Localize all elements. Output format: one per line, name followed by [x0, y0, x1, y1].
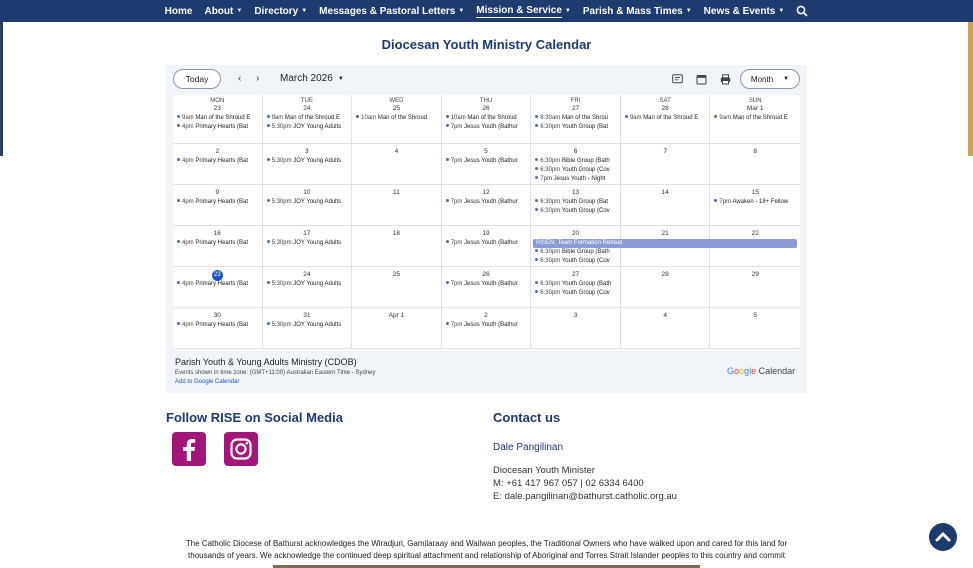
- day-number: 12: [482, 189, 490, 196]
- day-number: Apr 1: [388, 312, 405, 319]
- event-dot-icon: [535, 249, 538, 252]
- event-dot-icon: [446, 281, 449, 284]
- event-time: 5:30pm: [271, 199, 292, 205]
- event-time: 7pm: [450, 322, 463, 328]
- day-number: 17: [303, 230, 311, 237]
- day-number: 24: [303, 105, 311, 112]
- nav-item-parish[interactable]: [583, 6, 692, 17]
- calendar-day-cell[interactable]: [621, 95, 711, 144]
- calendar-event[interactable]: [442, 321, 531, 330]
- event-title: Youth Group (Cov: [561, 258, 610, 264]
- event-title: Man of the Shroud E: [643, 115, 699, 121]
- weekday-header: FRI: [570, 98, 581, 104]
- event-time: 7pm: [450, 158, 463, 164]
- day-number: 18: [392, 230, 401, 237]
- event-title: Youth Group (Cov: [561, 290, 610, 296]
- view-mode-dropdown[interactable]: [740, 69, 800, 89]
- event-dot-icon: [714, 199, 717, 202]
- calendar-day-cell[interactable]: [710, 144, 800, 185]
- event-title: Jesus Youth (Bathur: [464, 322, 518, 328]
- event-dot-icon: [535, 281, 538, 284]
- print-icon[interactable]: [720, 74, 731, 85]
- day-number: 7: [663, 148, 667, 155]
- calendar-day-cell[interactable]: [621, 267, 711, 308]
- calendar-event[interactable]: [531, 280, 620, 289]
- calendar-day-cell[interactable]: [710, 267, 800, 308]
- calendar-day-cell[interactable]: [263, 226, 353, 267]
- calendar-day-cell[interactable]: [531, 267, 621, 308]
- calendar-owner-title: Parish Youth & Young Adults Ministry (CDOB): [175, 357, 357, 367]
- calendar-day-cell[interactable]: [710, 95, 800, 144]
- nav-item-news[interactable]: [704, 6, 785, 17]
- calendar-event[interactable]: [173, 114, 262, 123]
- today-button[interactable]: Today: [173, 69, 221, 89]
- calendar-event[interactable]: [442, 280, 531, 289]
- nav-label: Directory: [254, 5, 299, 17]
- event-time: 7pm: [719, 199, 732, 205]
- calendar-event[interactable]: [173, 321, 262, 330]
- nav-label: Messages & Pastoral Letters: [319, 5, 456, 17]
- event-title: Jesus Youth (Bathur: [464, 240, 518, 246]
- event-dot-icon: [535, 115, 538, 118]
- event-time: 9am: [271, 115, 284, 121]
- day-number: 5: [753, 312, 758, 319]
- calendar-day-cell[interactable]: [352, 185, 442, 226]
- caret-down-icon: ▼: [685, 8, 692, 14]
- calendar-event[interactable]: [621, 114, 710, 123]
- month-label: March 2026: [280, 73, 333, 84]
- day-number: 2: [484, 312, 488, 319]
- calendar-day-cell[interactable]: [531, 308, 621, 349]
- event-title: Primary Hearts (Bat: [195, 199, 249, 205]
- event-dot-icon: [267, 281, 270, 284]
- page-title: Diocesan Youth Ministry Calendar: [381, 37, 592, 52]
- event-dot-icon: [535, 199, 538, 202]
- event-dot-icon: [535, 167, 538, 170]
- event-time: 7pm: [450, 281, 463, 287]
- event-title: Youth Group (Cov: [561, 208, 610, 214]
- event-time: 6:30pm: [540, 258, 561, 264]
- event-dot-icon: [177, 322, 180, 325]
- event-dot-icon: [177, 199, 180, 202]
- caret-down-icon: ▼: [783, 76, 790, 82]
- weekday-header: TUE: [300, 98, 313, 104]
- calendar-event[interactable]: [442, 123, 531, 132]
- day-number: 4: [663, 312, 667, 319]
- event-time: 8:30am: [540, 115, 561, 121]
- calendar-toolbar: [166, 65, 807, 95]
- day-number: 24: [303, 271, 311, 278]
- day-number: 14: [661, 189, 669, 196]
- calendar-day-cell[interactable]: [263, 308, 353, 349]
- calendar-day-cell[interactable]: [621, 144, 711, 185]
- event-time: 5:30pm: [271, 240, 292, 246]
- event-time: 9am: [182, 115, 194, 121]
- event-title: Jesus Youth (Bathur: [464, 199, 518, 205]
- calendar-event[interactable]: [442, 198, 531, 207]
- day-number: 6: [573, 148, 578, 155]
- view-mode-label: Month: [750, 74, 774, 84]
- day-number: 30: [213, 312, 221, 319]
- event-dot-icon: [267, 158, 270, 161]
- day-number: 26: [482, 105, 490, 112]
- calendar-event[interactable]: [442, 114, 531, 123]
- event-time: 7pm: [450, 199, 463, 205]
- nav-item-home[interactable]: [165, 6, 193, 17]
- event-time: 5:30pm: [271, 322, 292, 328]
- day-number: 25: [392, 105, 401, 112]
- caret-down-icon: ▼: [337, 75, 344, 82]
- calendar-event[interactable]: [263, 198, 352, 207]
- event-time: 6:30pm: [540, 290, 561, 296]
- calendar-event[interactable]: [531, 248, 620, 257]
- calendar-event[interactable]: [263, 321, 352, 330]
- calendar-event[interactable]: [263, 114, 352, 123]
- calendar-day-cell[interactable]: [263, 267, 353, 308]
- calendar-day-cell[interactable]: [352, 267, 442, 308]
- event-dot-icon: [177, 158, 180, 161]
- calendar-day-cell[interactable]: [263, 144, 353, 185]
- social-section-title: Follow RISE on Social Media: [166, 410, 343, 425]
- event-dot-icon: [625, 115, 628, 118]
- day-number: 15: [751, 189, 759, 196]
- event-title: JOY Young Adults: [293, 281, 342, 287]
- caret-down-icon: ▼: [458, 8, 465, 14]
- month-selector[interactable]: [280, 73, 344, 84]
- calendar-day-cell[interactable]: [173, 308, 263, 349]
- event-dot-icon: [446, 115, 449, 118]
- calendar-event[interactable]: [531, 114, 620, 123]
- calendar-day-cell[interactable]: [531, 144, 621, 185]
- weekday-header: SAT: [659, 98, 671, 104]
- event-title: Man of the Shroud E: [195, 115, 251, 121]
- day-number: 10: [303, 189, 311, 196]
- day-number: 21: [661, 230, 669, 237]
- event-title: JOY Young Adults: [293, 124, 342, 130]
- event-time: 5:30pm: [271, 281, 292, 287]
- day-number: 27: [571, 105, 580, 112]
- chevron-right-icon[interactable]: ›: [256, 73, 260, 84]
- event-dot-icon: [535, 258, 538, 261]
- event-dot-icon: [267, 115, 270, 118]
- day-number: [173, 270, 262, 280]
- contact-name-link[interactable]: Dale Pangilinan: [493, 442, 564, 453]
- calendar-event[interactable]: [531, 157, 620, 166]
- event-dot-icon: [177, 124, 180, 127]
- calendar-day-cell[interactable]: [442, 226, 532, 267]
- calendar-event[interactable]: [173, 198, 262, 207]
- day-number: 28: [661, 105, 669, 112]
- event-time: 10am: [450, 115, 466, 121]
- today-marker: 23: [212, 270, 223, 281]
- event-dot-icon: [446, 158, 449, 161]
- event-title: Youth Group (Bat: [561, 199, 609, 205]
- event-time: 6:30pm: [540, 199, 561, 205]
- day-number: 22: [751, 230, 759, 237]
- calendar-event[interactable]: [710, 114, 800, 123]
- nav-item-messages[interactable]: [319, 6, 464, 17]
- event-time: 6:30pm: [540, 167, 561, 173]
- calendar-day-cell[interactable]: [173, 267, 263, 308]
- calendar-event[interactable]: [263, 280, 352, 289]
- google-calendar-logo[interactable]: Google Calendar: [727, 366, 796, 376]
- event-time: 7pm: [540, 176, 552, 182]
- event-title: Youth Group (Bath: [561, 281, 612, 287]
- event-dot-icon: [446, 199, 449, 202]
- day-number: 3: [305, 148, 309, 155]
- event-dot-icon: [177, 281, 180, 284]
- calendar-day-cell[interactable]: [173, 95, 263, 144]
- calendar-event[interactable]: [263, 157, 352, 166]
- day-number: 26: [482, 271, 490, 278]
- event-title: Primary Hearts (Bat: [195, 281, 249, 287]
- timezone-note: Events shown in time zone: (GMT+11:00) Australian Eastern Time - Sydney: [175, 370, 376, 376]
- calendar-day-cell[interactable]: [173, 144, 263, 185]
- calendar-event[interactable]: [173, 280, 262, 289]
- event-dot-icon: [267, 124, 270, 127]
- nav-label: Parish & Mass Times: [582, 5, 683, 17]
- calendar-event[interactable]: [442, 239, 531, 248]
- nav-label: Mission & Service: [476, 4, 562, 16]
- event-dot-icon: [446, 124, 449, 127]
- event-time: 7pm: [450, 240, 463, 246]
- caret-down-icon: ▼: [564, 8, 571, 14]
- event-dot-icon: [535, 158, 538, 161]
- calendar-event[interactable]: [531, 175, 620, 184]
- event-time: 4pm: [182, 240, 194, 246]
- calendar-day-cell[interactable]: [442, 144, 532, 185]
- event-title: Primary Hearts (Bat: [195, 322, 249, 328]
- event-title: Jesus Youth (Bathur: [464, 158, 518, 164]
- chevron-left-icon[interactable]: ‹: [238, 73, 242, 84]
- event-dot-icon: [356, 115, 359, 118]
- calendar-day-cell[interactable]: [710, 308, 800, 349]
- day-number: 13: [571, 189, 580, 196]
- calendar-event[interactable]: [531, 123, 620, 132]
- calendar-event[interactable]: [531, 198, 620, 207]
- caret-down-icon: ▼: [301, 8, 308, 14]
- caret-down-icon: ▼: [778, 8, 785, 14]
- calendar-day-cell[interactable]: [442, 267, 532, 308]
- event-title: Jesus Youth (Bathur: [464, 281, 518, 287]
- event-time: 7pm: [450, 124, 463, 130]
- event-title: Awaken - 18+ Fellow: [732, 199, 789, 205]
- event-title: Man of the Shrou: [561, 115, 608, 121]
- event-time: 6:30pm: [540, 208, 561, 214]
- calendar-event[interactable]: [352, 114, 441, 123]
- day-number: 27: [571, 271, 580, 278]
- calendar-event[interactable]: [173, 239, 262, 248]
- event-title: Man of the Shroud E: [732, 115, 788, 121]
- event-title: Primary Hearts (Bat: [195, 124, 249, 130]
- event-time: 6:30pm: [540, 158, 561, 164]
- event-time: 6:30pm: [540, 124, 561, 130]
- instagram-icon[interactable]: [224, 432, 258, 466]
- calendar-day-cell[interactable]: [710, 185, 800, 226]
- calendar-event[interactable]: [531, 207, 620, 216]
- event-time: 4pm: [182, 322, 194, 328]
- event-title: Primary Hearts (Bat: [195, 158, 249, 164]
- event-dot-icon: [446, 322, 449, 325]
- day-number: 19: [482, 230, 490, 237]
- event-title: Jesus Youth - Night: [553, 176, 606, 182]
- day-number: Mar 1: [746, 105, 764, 112]
- event-title: Youth Group (Cov: [561, 167, 610, 173]
- contact-section-title: Contact us: [493, 410, 561, 425]
- main-nav: [0, 0, 973, 22]
- event-title: JOY Young Adults: [293, 322, 342, 328]
- agenda-view-icon[interactable]: [672, 74, 683, 85]
- nav-label: About: [204, 5, 234, 17]
- calendar-day-cell[interactable]: [352, 144, 442, 185]
- chevron-up-icon: [929, 523, 957, 551]
- calendar-day-cell[interactable]: [621, 308, 711, 349]
- contact-role: Diocesan Youth Minister: [493, 465, 595, 476]
- contact-email[interactable]: E: dale.pangilinan@bathurst.catholic.org.au: [493, 491, 677, 502]
- event-dot-icon: [177, 115, 180, 118]
- event-title: JOY Young Adults: [293, 199, 342, 205]
- caret-down-icon: ▼: [236, 8, 243, 14]
- calendar-day-cell[interactable]: [352, 95, 442, 144]
- event-title: Primary Hearts (Bat: [195, 240, 249, 246]
- event-dot-icon: [446, 240, 449, 243]
- event-dot-icon: [267, 199, 270, 202]
- nav-label: News & Events: [703, 5, 776, 17]
- calendar-day-cell[interactable]: [263, 95, 353, 144]
- calendar-day-cell[interactable]: [352, 308, 442, 349]
- calendar-day-cell[interactable]: [173, 226, 263, 267]
- event-title: JOY Young Adults: [293, 158, 342, 164]
- day-number: 5: [484, 148, 488, 155]
- event-time: 4pm: [182, 199, 194, 205]
- acknowledgement-of-country: [166, 538, 807, 562]
- day-number: 23: [213, 105, 221, 112]
- day-number: 25: [392, 271, 401, 278]
- facebook-icon[interactable]: [172, 432, 206, 466]
- calendar-embed: [166, 65, 807, 393]
- event-time: 6:30pm: [540, 281, 561, 287]
- event-title: Man of the Shroud: [377, 115, 428, 121]
- weekday-header: SUN: [748, 98, 762, 104]
- day-number: 9: [215, 189, 220, 196]
- event-time: 4pm: [182, 124, 194, 130]
- month-grid: [173, 95, 800, 351]
- nav-item-mission[interactable]: [476, 5, 571, 18]
- day-number: 20: [571, 230, 580, 237]
- event-dot-icon: [177, 240, 180, 243]
- calendar-event[interactable]: [531, 257, 620, 266]
- calendar-view-icon[interactable]: [696, 74, 707, 85]
- nav-item-about[interactable]: [204, 6, 242, 17]
- search-icon[interactable]: [796, 5, 808, 17]
- calendar-event[interactable]: [173, 157, 262, 166]
- event-title: Youth Group (Bat: [561, 124, 609, 130]
- day-number: 2: [215, 148, 220, 155]
- event-title: Jesus Youth (Bathur: [464, 124, 518, 130]
- add-to-google-calendar-link[interactable]: Add to Google Calendar: [175, 379, 240, 385]
- day-number: 8: [753, 148, 758, 155]
- allday-event-bar[interactable]: RISEN: Team Formation Retreat: [533, 239, 797, 248]
- weekday-header: MON: [210, 98, 225, 104]
- nav-item-directory[interactable]: [254, 6, 307, 17]
- google-calendar-word: Calendar: [756, 366, 796, 376]
- event-time: 9am: [629, 115, 642, 121]
- event-time: 4pm: [182, 281, 194, 287]
- day-number: 4: [394, 148, 399, 155]
- event-title: Man of the Shroud E: [284, 115, 340, 121]
- event-time: 9am: [719, 115, 732, 121]
- day-number: 11: [393, 189, 400, 196]
- weekday-header: THU: [479, 98, 493, 104]
- calendar-event[interactable]: [442, 157, 531, 166]
- event-title: Bible Group (Bath: [561, 158, 610, 164]
- day-number: 29: [751, 271, 759, 278]
- event-time: 10am: [361, 115, 377, 121]
- calendar-day-cell[interactable]: [442, 185, 532, 226]
- event-time: 6:30pm: [540, 249, 561, 255]
- day-number: 3: [573, 312, 578, 319]
- calendar-event[interactable]: [263, 239, 352, 248]
- day-number: 31: [303, 312, 311, 319]
- nav-label: Home: [164, 5, 193, 17]
- event-dot-icon: [714, 115, 717, 118]
- calendar-day-cell[interactable]: [442, 308, 532, 349]
- event-time: 5:30pm: [271, 158, 292, 164]
- event-dot-icon: [535, 176, 538, 179]
- event-dot-icon: [535, 124, 538, 127]
- contact-phone[interactable]: M: +61 417 967 057 | 02 6334 6400: [493, 478, 644, 489]
- event-dot-icon: [535, 208, 538, 211]
- event-time: 5:30pm: [271, 124, 292, 130]
- calendar-event[interactable]: [531, 289, 620, 298]
- event-dot-icon: [267, 240, 270, 243]
- acknowledgement-line: thousands of years. We acknowledge the continued deep spiritual attachment and relationship of Aboriginal and Torres Strait Islander peoples to this country and commit: [188, 551, 785, 560]
- acknowledgement-line: The Catholic Diocese of Bathurst acknowledges the Wiradjuri, Gamilaraay and Wailwan peoples, the Traditional Owners who have walked upon and cared for this land for: [185, 539, 788, 548]
- event-title: Man of the Shroud: [467, 115, 517, 121]
- event-title: Bible Group (Bath: [561, 249, 610, 255]
- calendar-event[interactable]: [710, 198, 800, 207]
- event-title: JOY Young Adults: [293, 240, 342, 246]
- calendar-day-cell[interactable]: [352, 226, 442, 267]
- weekday-header: WED: [389, 98, 404, 104]
- day-number: 28: [661, 271, 669, 278]
- calendar-day-cell[interactable]: [442, 95, 532, 144]
- calendar-day-cell[interactable]: [531, 95, 621, 144]
- event-dot-icon: [535, 290, 538, 293]
- calendar-day-cell[interactable]: [621, 185, 711, 226]
- day-number: 16: [213, 230, 221, 237]
- calendar-day-cell[interactable]: [531, 185, 621, 226]
- calendar-event[interactable]: [173, 123, 262, 132]
- back-to-top-button[interactable]: [929, 523, 957, 551]
- calendar-day-cell[interactable]: [173, 185, 263, 226]
- event-time: 4pm: [182, 158, 194, 164]
- calendar-day-cell[interactable]: [263, 185, 353, 226]
- calendar-event[interactable]: [531, 166, 620, 175]
- calendar-event[interactable]: [263, 123, 352, 132]
- event-dot-icon: [267, 322, 270, 325]
